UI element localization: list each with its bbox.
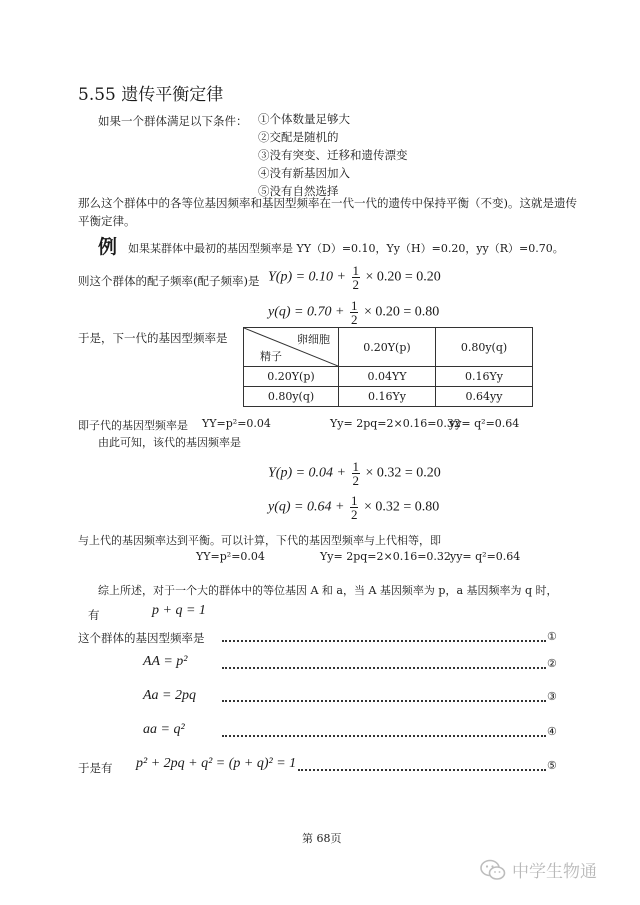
fraction-numerator: 1 <box>352 459 360 474</box>
balance-value-b: Yy= 2pq=2×0.16=0.32 <box>320 550 451 563</box>
fraction-numerator: 1 <box>350 298 358 313</box>
punnett-table <box>243 327 533 407</box>
equation-number: ② <box>547 657 557 670</box>
table-row-header: 0.80y(q) <box>244 387 339 407</box>
fraction-denominator: 2 <box>350 312 358 327</box>
table-row-header: 0.20Y(p) <box>244 367 339 387</box>
table-col-header: 0.20Y(p) <box>339 328 436 367</box>
equation-number: ④ <box>547 725 557 738</box>
equation-y-p <box>268 264 441 291</box>
condition-item: ⑤没有自然选择 <box>258 184 339 198</box>
conditions-intro: 如果一个群体满足以下条件： <box>98 114 248 128</box>
formula-AA: AA = p² <box>143 654 188 669</box>
example-label: 例 <box>98 236 118 258</box>
dotted-leader <box>222 700 546 702</box>
table-cell: 0.16Yy <box>436 367 533 387</box>
conditions-list <box>258 110 408 200</box>
fraction-denominator: 2 <box>352 277 360 292</box>
eq-lhs: Y(p) = 0.04 + <box>268 465 347 481</box>
table-row <box>244 367 533 387</box>
balance-value-a: YY=p²=0.04 <box>196 550 265 563</box>
condition-item: ①个体数量足够大 <box>258 112 350 126</box>
formula-Aa: Aa = 2pq <box>143 688 196 703</box>
fraction <box>352 460 361 487</box>
table-cell: 0.04YY <box>339 367 436 387</box>
table-row <box>244 387 533 407</box>
offspring-yy-mid: Yy= 2pq=2×0.16=0.32 <box>330 417 461 430</box>
fraction <box>350 299 359 326</box>
fraction-denominator: 2 <box>350 507 358 522</box>
equation-y-q <box>268 299 439 326</box>
corner-top-label: 卵细胞 <box>297 333 330 346</box>
dotted-leader <box>222 667 546 669</box>
dotted-leader <box>222 640 546 642</box>
wechat-icon <box>480 859 506 881</box>
eq-rhs: × 0.20 = 0.20 <box>365 269 441 285</box>
therefore-line: 由此可知，该代的基因频率是 <box>98 436 241 449</box>
offspring-intro: 即子代的基因型频率是 <box>78 419 188 432</box>
condition-item: ③没有突变、迁移和遗传漂变 <box>258 148 408 162</box>
offspring-yy-big: YY=p²=0.04 <box>202 417 271 430</box>
condition-item: ④没有新基因加入 <box>258 166 350 180</box>
eq-rhs: × 0.32 = 0.80 <box>363 499 440 515</box>
fraction-numerator: 1 <box>350 493 358 508</box>
table-header-row <box>244 328 533 367</box>
table-corner-cell <box>244 328 339 367</box>
eq-lhs: Y(p) = 0.10 + <box>268 269 347 285</box>
example-text: 如果某群体中最初的基因型频率是 YY（D）=0.10，Yy（H）=0.20，yy（R）=0.70。 <box>128 242 564 255</box>
conclusion-line-1: 那么这个群体中的各等位基因频率和基因型频率在一代一代的遗传中保持平衡（不变)。这就是遗传 <box>78 196 577 210</box>
balance-line: 与上代的基因频率达到平衡。可以计算，下代的基因型频率与上代相等，即 <box>78 534 441 547</box>
next-gen-intro: 于是，下一代的基因型频率是 <box>78 331 228 345</box>
page-number: 第 68页 <box>302 832 342 845</box>
summary-line: 综上所述，对于一个大的群体中的等位基因 A 和 a，当 A 基因频率为 p，a 基因频率为 q 时， <box>98 584 558 597</box>
dotted-leader <box>222 735 546 737</box>
eq-lhs: y(q) = 0.70 + <box>268 304 345 320</box>
condition-item: ②交配是随机的 <box>258 130 339 144</box>
fraction <box>350 494 359 521</box>
equation-number: ③ <box>547 690 557 703</box>
gamete-intro: 则这个群体的配子频率(配子频率)是 <box>78 274 260 288</box>
watermark-text: 中学生物通 <box>512 862 597 882</box>
have-label: 有 <box>88 608 100 622</box>
corner-bottom-label: 精子 <box>260 350 282 363</box>
eq-lhs: y(q) = 0.64 + <box>268 499 345 515</box>
fraction-denominator: 2 <box>352 473 360 488</box>
equation-y-p-next <box>268 460 441 487</box>
final-equation: p² + 2pq + q² = (p + q)² = 1 <box>136 756 297 771</box>
equation-number: ⑤ <box>547 759 557 772</box>
genotype-freq-label: 这个群体的基因型频率是 <box>78 631 205 645</box>
fraction-numerator: 1 <box>352 263 360 278</box>
watermark <box>480 857 597 882</box>
final-label: 于是有 <box>78 761 113 775</box>
formula-aa: aa = q² <box>143 722 185 737</box>
fraction <box>352 264 361 291</box>
section-title: 5.55 遗传平衡定律 <box>78 85 224 105</box>
offspring-yy-small: yy= q²=0.64 <box>449 417 520 430</box>
equation-y-q-next <box>268 494 439 521</box>
table-cell: 0.16Yy <box>339 387 436 407</box>
table-col-header: 0.80y(q) <box>436 328 533 367</box>
balance-value-c: yy= q²=0.64 <box>450 550 521 563</box>
dotted-leader <box>298 769 546 771</box>
pq-equation: p + q = 1 <box>152 603 206 618</box>
eq-rhs: × 0.32 = 0.20 <box>365 465 441 481</box>
equation-number: ① <box>547 630 557 643</box>
conclusion-line-2: 平衡定律。 <box>78 214 136 228</box>
eq-rhs: × 0.20 = 0.80 <box>363 304 440 320</box>
table-cell: 0.64yy <box>436 387 533 407</box>
